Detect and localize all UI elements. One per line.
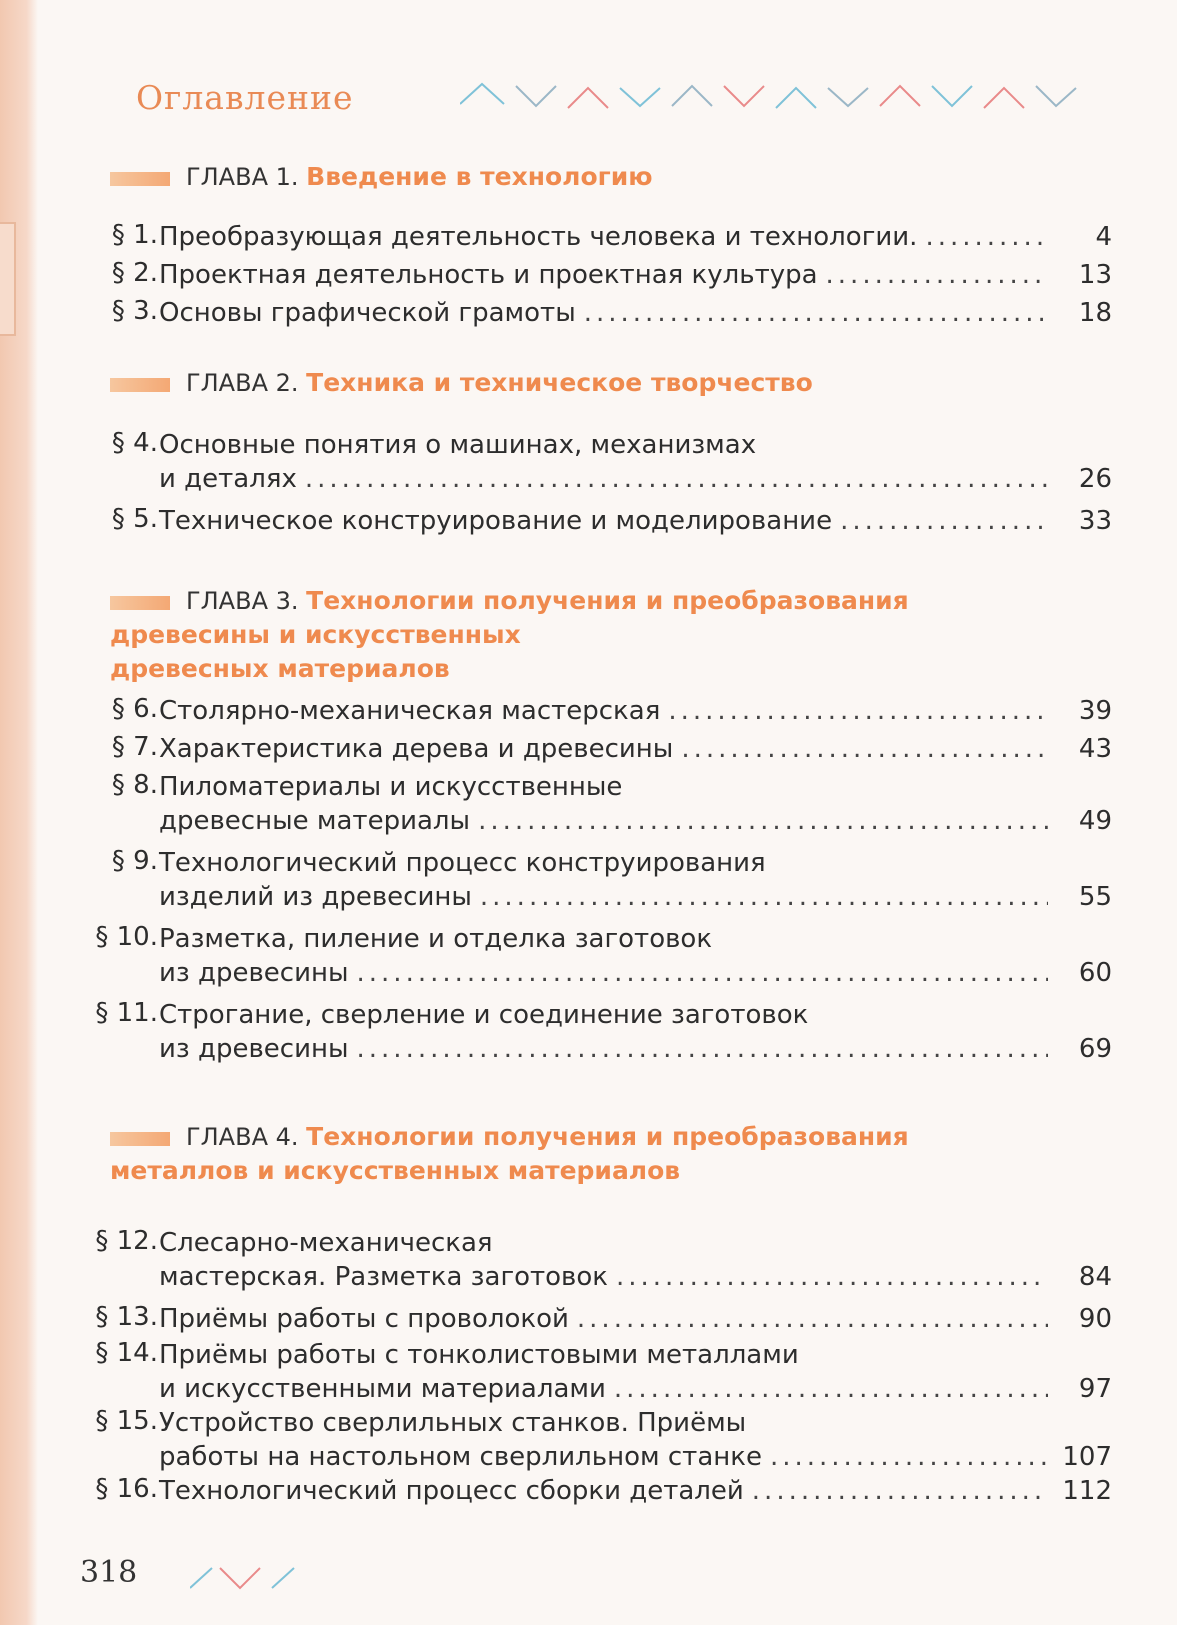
section-number: § 7. — [111, 732, 158, 762]
page-ref: 4 — [1095, 222, 1112, 252]
section-title: Разметка, пиление и отделка заготовок — [159, 924, 713, 954]
section-number: § 9. — [111, 846, 158, 876]
section-title: Столярно-механическая мастерская — [159, 696, 661, 726]
leader-dots — [770, 1440, 1048, 1474]
page-title: Оглавление — [136, 78, 354, 117]
chapter-name: Технологии получения и преобразования — [306, 586, 909, 615]
toc-entry[interactable] — [80, 220, 1112, 254]
toc-entry[interactable] — [80, 846, 1112, 914]
section-title-cont: и искусственными материалами — [159, 1374, 606, 1404]
toc-entry[interactable] — [80, 998, 1112, 1066]
section-number: § 3. — [111, 296, 158, 326]
chapter-name: Технологии получения и преобразования — [306, 1122, 909, 1151]
toc-entry[interactable] — [80, 1406, 1112, 1474]
toc-entry[interactable] — [80, 694, 1112, 728]
section-number: § 14. — [95, 1338, 158, 1368]
leader-dots — [840, 504, 1048, 538]
section-number: § 6. — [111, 694, 158, 724]
page-ref: 107 — [1062, 1442, 1112, 1472]
toc-entry[interactable] — [80, 504, 1112, 538]
chapter-marker — [110, 596, 170, 610]
section-title: Приёмы работы с тонколистовыми металлами — [159, 1340, 799, 1370]
section-title-cont: мастерская. Разметка заготовок — [159, 1262, 608, 1292]
section-title: Основные понятия о машинах, механизмах — [159, 430, 757, 460]
page-ref: 84 — [1078, 1262, 1112, 1292]
leader-dots — [681, 732, 1048, 766]
leader-dots — [577, 1302, 1048, 1336]
toc-entry[interactable] — [80, 1338, 1112, 1406]
chapter-marker — [110, 378, 170, 392]
section-number: § 5. — [111, 504, 158, 534]
chapter-separator: . — [290, 587, 307, 615]
page-ref: 26 — [1078, 464, 1112, 494]
leader-dots — [616, 1260, 1048, 1294]
leader-dots — [668, 694, 1048, 728]
section-number: § 4. — [111, 428, 158, 458]
toc-entry[interactable] — [80, 296, 1112, 330]
chapter-label: ГЛАВА — [186, 587, 276, 615]
section-number: § 13. — [95, 1302, 158, 1332]
section-title: Проектная деятельность и проектная культура — [159, 260, 818, 290]
chapter-label: ГЛАВА — [186, 1123, 276, 1151]
leader-dots — [478, 804, 1048, 838]
section-title: Преобразующая деятельность человека и технологии. — [159, 222, 918, 252]
chapter-number: 4 — [275, 1123, 291, 1151]
leader-dots — [826, 258, 1048, 292]
chapter-label: ГЛАВА — [186, 163, 276, 191]
section-number: § 11. — [95, 998, 158, 1028]
page-ref: 55 — [1078, 882, 1112, 912]
page-ref: 60 — [1078, 958, 1112, 988]
toc-entry[interactable] — [80, 732, 1112, 766]
toc-entry[interactable] — [80, 1302, 1112, 1336]
leader-dots — [925, 220, 1048, 254]
chapter-name-cont: древесины и искусственных — [110, 620, 521, 649]
chapter-marker — [110, 1132, 170, 1146]
chapter-heading-3 — [110, 584, 1070, 686]
leader-dots — [357, 1032, 1048, 1066]
page-ref: 49 — [1078, 806, 1112, 836]
chapter-separator: . — [290, 369, 307, 397]
chapter-heading-2 — [110, 366, 1070, 400]
chapter-marker — [110, 172, 170, 186]
section-number: § 8. — [111, 770, 158, 800]
chapter-name: Введение в технологию — [306, 162, 653, 191]
section-title-cont: древесные материалы — [159, 806, 471, 836]
page-number: 318 — [80, 1555, 138, 1590]
section-title-cont: работы на настольном сверлильном станке — [159, 1442, 762, 1472]
chapter-name-cont: металлов и искусственных материалов — [110, 1156, 681, 1185]
chapter-separator: . — [290, 1123, 307, 1151]
page-ref: 90 — [1078, 1304, 1112, 1334]
section-title: Слесарно-механическая — [159, 1228, 493, 1258]
chapter-name: Техника и техническое творчество — [306, 368, 813, 397]
section-number: § 15. — [95, 1406, 158, 1436]
section-title: Приёмы работы с проволокой — [159, 1304, 569, 1334]
chapter-number: 3 — [275, 587, 291, 615]
section-number: § 1. — [111, 220, 158, 250]
leader-dots — [584, 296, 1048, 330]
leader-dots — [305, 462, 1048, 496]
chapter-heading-1 — [110, 160, 1070, 194]
section-title: Технологический процесс сборки деталей — [159, 1476, 744, 1506]
section-title: Основы графической грамоты — [159, 298, 576, 328]
chapter-label: ГЛАВА — [186, 369, 276, 397]
section-number: § 10. — [95, 922, 158, 952]
page-ref: 33 — [1078, 506, 1112, 536]
toc-entry[interactable] — [80, 770, 1112, 838]
page-ref: 97 — [1078, 1374, 1112, 1404]
section-title-cont: и деталях — [159, 464, 297, 494]
decorative-zigzag-icon — [190, 1562, 320, 1592]
leader-dots — [752, 1474, 1048, 1508]
chapter-number: 1 — [275, 163, 291, 191]
chapter-heading-4 — [110, 1120, 1070, 1188]
section-title: Характеристика дерева и древесины — [159, 734, 674, 764]
page-ref: 112 — [1062, 1476, 1112, 1506]
leader-dots — [480, 880, 1048, 914]
page-ref: 69 — [1078, 1034, 1112, 1064]
section-title: Пиломатериалы и искусственные — [159, 772, 623, 802]
page-ref: 18 — [1078, 298, 1112, 328]
toc-entry[interactable] — [80, 922, 1112, 990]
section-title: Устройство сверлильных станков. Приёмы — [159, 1408, 747, 1438]
chapter-name-cont: древесных материалов — [110, 654, 450, 683]
edge-tab — [0, 222, 16, 336]
leader-dots — [614, 1372, 1048, 1406]
section-title: Техническое конструирование и моделирование — [159, 506, 833, 536]
page-ref: 13 — [1078, 260, 1112, 290]
decorative-zigzag-icon — [460, 80, 1080, 116]
page-ref: 39 — [1078, 696, 1112, 726]
section-title-cont: изделий из древесины — [159, 882, 472, 912]
section-number: § 16. — [95, 1474, 158, 1504]
section-number: § 12. — [95, 1226, 158, 1256]
section-number: § 2. — [111, 258, 158, 288]
toc-entry[interactable] — [80, 428, 1112, 496]
chapter-separator: . — [290, 163, 307, 191]
chapter-number: 2 — [275, 369, 291, 397]
toc-entry[interactable] — [80, 1226, 1112, 1294]
section-title-cont: из древесины — [159, 1034, 349, 1064]
section-title-cont: из древесины — [159, 958, 349, 988]
page-ref: 43 — [1078, 734, 1112, 764]
section-title: Технологический процесс конструирования — [159, 848, 766, 878]
toc-entry[interactable] — [80, 258, 1112, 292]
section-title: Строгание, сверление и соединение заготовок — [159, 1000, 809, 1030]
toc-entry[interactable] — [80, 1474, 1112, 1508]
leader-dots — [357, 956, 1048, 990]
